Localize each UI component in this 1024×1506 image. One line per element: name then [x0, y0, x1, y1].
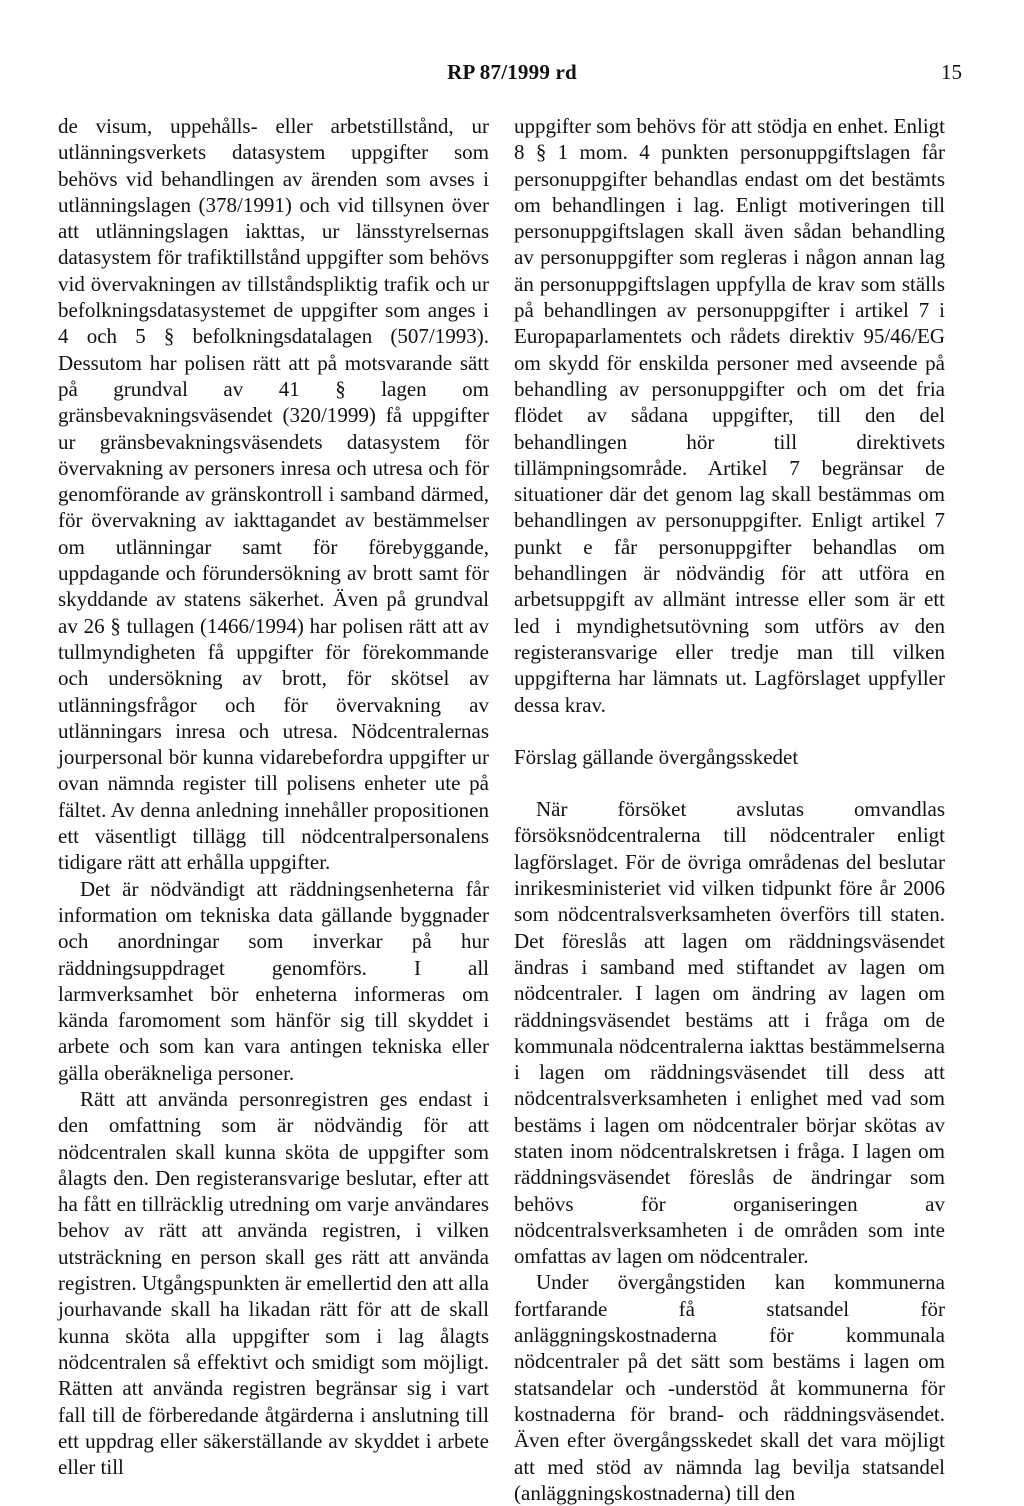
document-header-title: RP 87/1999 rd	[447, 60, 577, 84]
right-column	[514, 113, 945, 1506]
page-number: 15	[941, 60, 962, 84]
left-column	[58, 113, 489, 1480]
paragraph: Rätt att använda personregistren ges endast i den omfattning som är nödvändig för att nödcentralen skall kunna sköta de uppgifter som ålagts den. Den registeransvarige beslutar, efter att ha fått en tillräcklig utredning om varje användares behov av rätt att använda registren, i vilken utsträckning en person skall ges rätt att använda registren. Utgångspunkten är emellertid den att alla jourhavande skall ha likadan rätt för att de skall kunna sköta alla uppgifter som i lag ålagts nödcentralen så effektivt och smidigt som möjligt. Rätten att använda registren begränsar sig i vart fall till de förberedande åtgärderna i anslutning till ett uppdrag eller säkerställande av skyddet i arbete eller till	[58, 1086, 489, 1480]
paragraph: När försöket avslutas omvandlas försöksnödcentralerna till nödcentraler enligt lagförslaget. För de övriga områdenas del beslutar inrikesministeriet vid vilken tidpunkt före år 2006 som nödcentralsverksamheten överförs till staten. Det föreslås att lagen om räddningsväsendet ändras i samband med stiftandet av lagen om nödcentraler. I lagen om ändring av lagen om räddningsväsendet bestäms att i fråga om de kommunala nödcentralerna iakttas bestämmelserna i lagen om räddningsväsendet till dess att nödcentralsverksamheten i enlighet med vad som bestäms i lagen om nödcentraler börjar skötas av staten inom nödcentralskretsen i fråga. I lagen om räddningsväsendet föreslås de ändringar som behövs för organiseringen av nödcentralsverksamheten i de områden som inte omfattas av lagen om nödcentraler.	[514, 797, 945, 1269]
paragraph: Under övergångstiden kan kommunerna fortfarande få statsandel för anläggningskostnaderna för kommunala nödcentraler på det sätt som bestäms i lagen om statsandelar och -understöd åt kommunerna för kostnaderna för brand- och räddningsväsendet. Även efter övergångsskedet skall det vara möjligt att med stöd av nämnda lag bevilja statsandel (anläggningskostnaderna) till den	[514, 1270, 945, 1505]
paragraph: uppgifter som behövs för att stödja en enhet. Enligt 8 § 1 mom. 4 punkten personuppgiftslagen får personuppgifter behandlas endast om det bestämts om behandlingen i lag. Enligt motiveringen till personuppgiftslagen skall även sådan behandling av personuppgifter som regleras i någon annan lag än personuppgiftslagen uppfylla de krav som ställs på behandlingen av personuppgifter i artikel 7 i Europaparlamentets och rådets direktiv 95/46/EG om skydd för enskilda personer med avseende på behandling av personuppgifter och om det fria flödet av sådana uppgifter, till den del behandlingen hör till direktivets tillämpningsområde. Artikel 7 begränsar de situationer där det genom lag skall bestämmas om behandlingen av personuppgifter. Enligt artikel 7 punkt e får personuppgifter behandlas om behandlingen är nödvändig för att utföra en arbetsuppgift av allmänt intresse eller som är ett led i myndighetsutövning som utförs av den registeransvarige eller tredje man till vilken uppgifterna har lämnats ut. Lagförslaget uppfyller dessa krav.	[514, 114, 945, 717]
section-heading: Förslag gällande övergångsskedet	[514, 744, 799, 769]
paragraph: Det är nödvändigt att räddningsenheterna får information om tekniska data gällande byggnader och anordningar som inverkar på hur räddningsuppdraget genomförs. I all larmverksamhet bör enheterna informeras om kända faromoment som hänför sig till skyddet i arbete och som kan vara antingen tekniska eller gälla oberäkneliga personer.	[58, 876, 489, 1085]
paragraph: de visum, uppehålls- eller arbetstillstånd, ur utlänningsverkets datasystem uppgifter som behövs vid behandlingen av ärenden som avses i utlänningslagen (378/1991) och vid tillsynen över att utlänningslagen iakttas, ur länsstyrelsernas datasystem för trafiktillstånd uppgifter som behövs vid övervakningen av tillståndspliktig trafik och ur befolkningsdatasystemet de uppgifter som anges i 4 och 5 § befolkningsdatalagen (507/1993). Dessutom har polisen rätt att på motsvarande sätt på grundval av 41 § lagen om gränsbevakningsväsendet (320/1999) få uppgifter ur gränsbevakningsväsendets datasystem för övervakning av personers inresa och utresa och för genomförande av gränskontroll i samband därmed, för övervakning av iakttagandet av bestämmelser om utlänningar samt för förebyggande, uppdagande och förundersökning av brott samt för skyddande av statens säkerhet. Även på grundval av 26 § tullagen (1466/1994) har polisen rätt att av tullmyndigheten få uppgifter för förekommande och undersökning av brott, för skötsel av utlänningsfrågor och för övervakning av utlänningars inresa och utresa. Nödcentralernas jourpersonal bör kunna vidarebefordra uppgifter ur ovan nämnda register till polisens enheter ute på fältet. Av denna anledning innehåller propositionen ett väsentligt tillägg till nödcentralpersonalens tidigare rätt att erhålla uppgifter.	[58, 114, 489, 875]
